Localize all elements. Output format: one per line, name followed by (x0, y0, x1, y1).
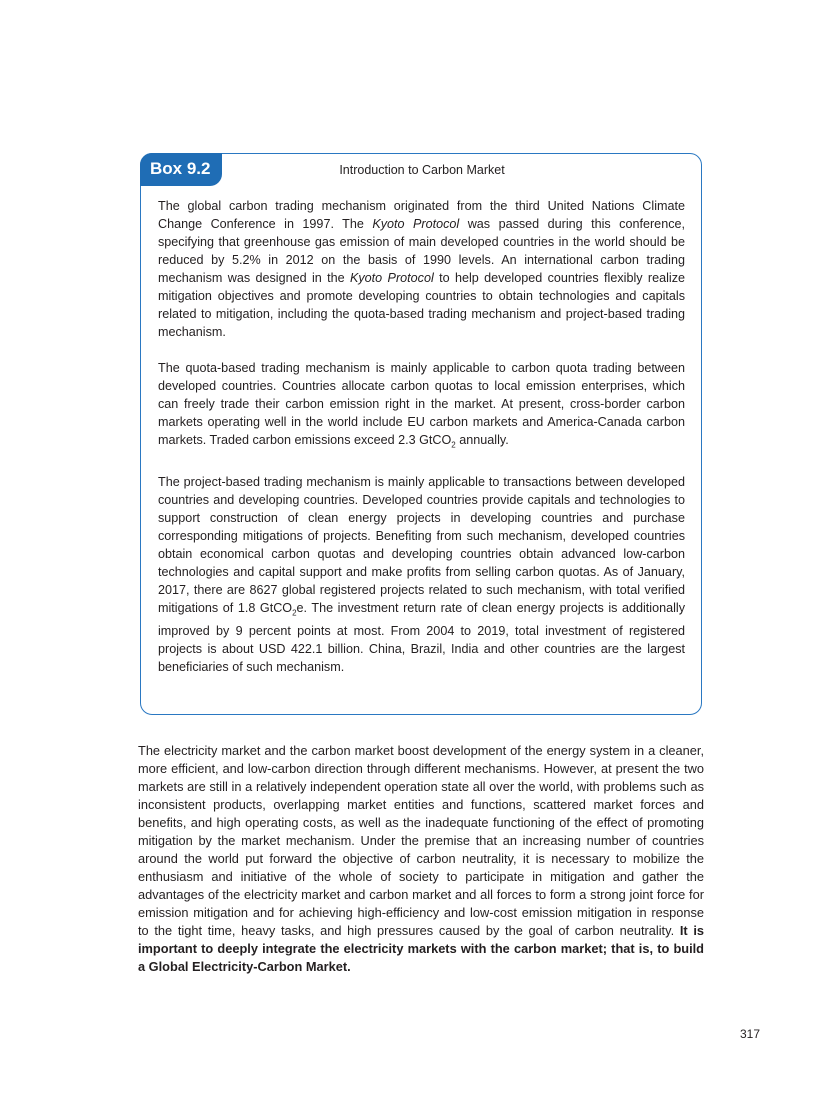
subscript: 2 (451, 440, 456, 450)
italic-title: Kyoto Protocol (372, 217, 460, 231)
box-body (158, 197, 685, 694)
text: The global carbon trading mechanism originated from the third United Nations Climate Change Conference in 1997. The (158, 199, 685, 231)
page-number: 317 (740, 1027, 761, 1041)
bold-text: It is important to deeply integrate the electricity markets with the carbon market; that is, to build a Global Electricity-Carbon Market. (138, 923, 704, 974)
text: The quota-based trading mechanism is mainly applicable to carbon quota trading between developed countries. Countries allocate carbon quotas to local emission enterprises, which can freely trade their carbon emission right in the market. At present, cross-border carbon markets operating well in the world include EU carbon markets and America-Canada carbon markets. Traded carbon emissions exceed 2.3 GtCO (158, 361, 685, 447)
text: e. The investment return rate of clean energy projects is additionally improved by 9 percent points at most. From 2004 to 2019, total investment of registered projects is about USD 422.1 billion. China, Brazil, India and other countries are the largest beneficiaries of such mechanism. (158, 600, 685, 675)
text: was passed during this conference, specifying that greenhouse gas emission of main developed countries in the world should be reduced by 5.2% in 2012 on the basis of 1990 levels. An international carbon trading mechanism was designed in the (158, 217, 685, 285)
box-paragraph-3 (158, 473, 685, 677)
text: The electricity market and the carbon market boost development of the energy system in a cleaner, more efficient, and low-carbon direction through different mechanisms. However, at present the two markets are still in a relatively independent operation state all over the world, with problems such as inconsistent products, overlapping market entities and functions, scattered market forces and benefits, and high operating costs, as well as the inadequate functioning of the effect of promoting mitigation by the market mechanism. Under the premise that an increasing number of countries around the world put forward the objective of carbon neutrality, it is necessary to mobilize the enthusiasm and initiative of the whole of society to participate in mitigation and gather the advantages of the electricity market and carbon market and all forces to form a strong joint force for emission mitigation and for achieving high-efficiency and low-cost emission mitigation in response to the tight time, heavy tasks, and high pressures caused by the goal of carbon neutrality. (138, 743, 704, 938)
box-paragraph-2 (158, 359, 685, 455)
italic-title: Kyoto Protocol (349, 271, 434, 285)
main-paragraph (138, 742, 704, 976)
box-paragraph-1 (158, 197, 685, 341)
box-label: Box 9.2 (140, 153, 222, 186)
main-body (138, 742, 704, 994)
subscript: 2 (292, 608, 297, 618)
text: to help developed countries flexibly realize mitigation objectives and promote developing countries to obtain technologies and capitals related to mitigation, including the quota-based trading mechanism and project-based trading mechanism. (158, 271, 685, 339)
box-title: Introduction to Carbon Market (339, 163, 505, 177)
text: annually. (455, 433, 509, 447)
text: The project-based trading mechanism is mainly applicable to transactions between developed countries and developing countries. Developed countries provide capitals and technologies to support construction of clean energy projects in developing countries and purchase corresponding mitigations of projects. Benefiting from such mechanism, developed countries obtain economical carbon quotas and developing countries obtain advanced low-carbon technologies and capital support and make profits from selling carbon quotas. As of January, 2017, there are 8627 global registered projects related to such mechanism, with total verified mitigations of 1.8 GtCO (158, 474, 685, 615)
